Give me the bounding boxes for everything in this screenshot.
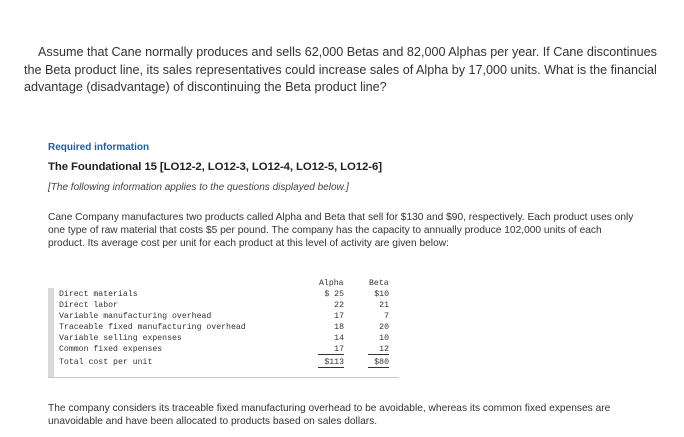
total-rule-alpha — [318, 367, 344, 368]
question-text — [24, 44, 674, 97]
beta-value: $80 — [374, 358, 389, 367]
beta-value: 10 — [379, 334, 389, 343]
beta-value: 21 — [379, 301, 389, 310]
subtotal-rule-alpha — [318, 354, 344, 355]
table-row — [48, 323, 399, 334]
alpha-value: 17 — [334, 312, 344, 321]
row-label: Direct labor — [59, 301, 118, 310]
alpha-value: 17 — [334, 345, 344, 354]
alpha-value: 14 — [334, 334, 344, 343]
column-header-alpha: Alpha — [319, 279, 344, 288]
row-label: Common fixed expenses — [59, 345, 163, 354]
cost-table — [48, 276, 399, 380]
footer-note — [48, 402, 648, 428]
beta-value: $10 — [374, 290, 389, 299]
row-label: Variable manufacturing overhead — [59, 312, 212, 321]
table-row — [48, 290, 399, 301]
table-row — [48, 334, 399, 345]
applies-note: [The following information applies to the questions displayed below.] — [48, 182, 349, 193]
table-bottom-rule — [48, 377, 399, 378]
row-label: Direct materials — [59, 290, 138, 299]
row-label: Traceable fixed manufacturing overhead — [59, 323, 246, 332]
intro-paragraph: Cane Company manufactures two products called Alpha and Beta that sell for $130 and $90, respectively. Each product uses only one type of raw material that costs $5 per pound. The company has the capacity to annually produce 102,000 units of each product. Its average cost per unit for each product at this level of activity are given below: — [48, 212, 634, 250]
row-label: Variable selling expenses — [59, 334, 182, 343]
alpha-value: $ 25 — [324, 290, 344, 299]
beta-value: 12 — [379, 345, 389, 354]
table-row — [48, 312, 399, 323]
intro-text — [48, 211, 638, 251]
required-information-heading: Required information — [48, 142, 150, 153]
alpha-value: 22 — [334, 301, 344, 310]
table-total-row — [48, 358, 399, 369]
beta-value: 20 — [379, 323, 389, 332]
question-paragraph: Assume that Cane normally produces and sells 62,000 Betas and 82,000 Alphas per year. If Cane discontinues the Beta product line, its sales representatives could increase sales of Alpha by 17,000 units. What is the financial advantage (disadvantage) of discontinuing the Beta product line? — [24, 45, 657, 94]
table-row — [48, 345, 399, 356]
alpha-value: 18 — [334, 323, 344, 332]
beta-value: 7 — [384, 312, 389, 321]
total-rule-beta — [368, 367, 389, 368]
row-label: Total cost per unit — [59, 358, 153, 367]
footer-paragraph: The company considers its traceable fixed manufacturing overhead to be avoidable, whereas its common fixed expenses are unavoidable and have been allocated to products based on sales dollars. — [48, 403, 611, 428]
column-header-beta: Beta — [369, 279, 389, 288]
alpha-value: $113 — [324, 358, 344, 367]
foundational-title: The Foundational 15 [LO12-2, LO12-3, LO12-4, LO12-5, LO12-6] — [48, 161, 382, 173]
table-row — [48, 301, 399, 312]
subtotal-rule-beta — [368, 354, 389, 355]
